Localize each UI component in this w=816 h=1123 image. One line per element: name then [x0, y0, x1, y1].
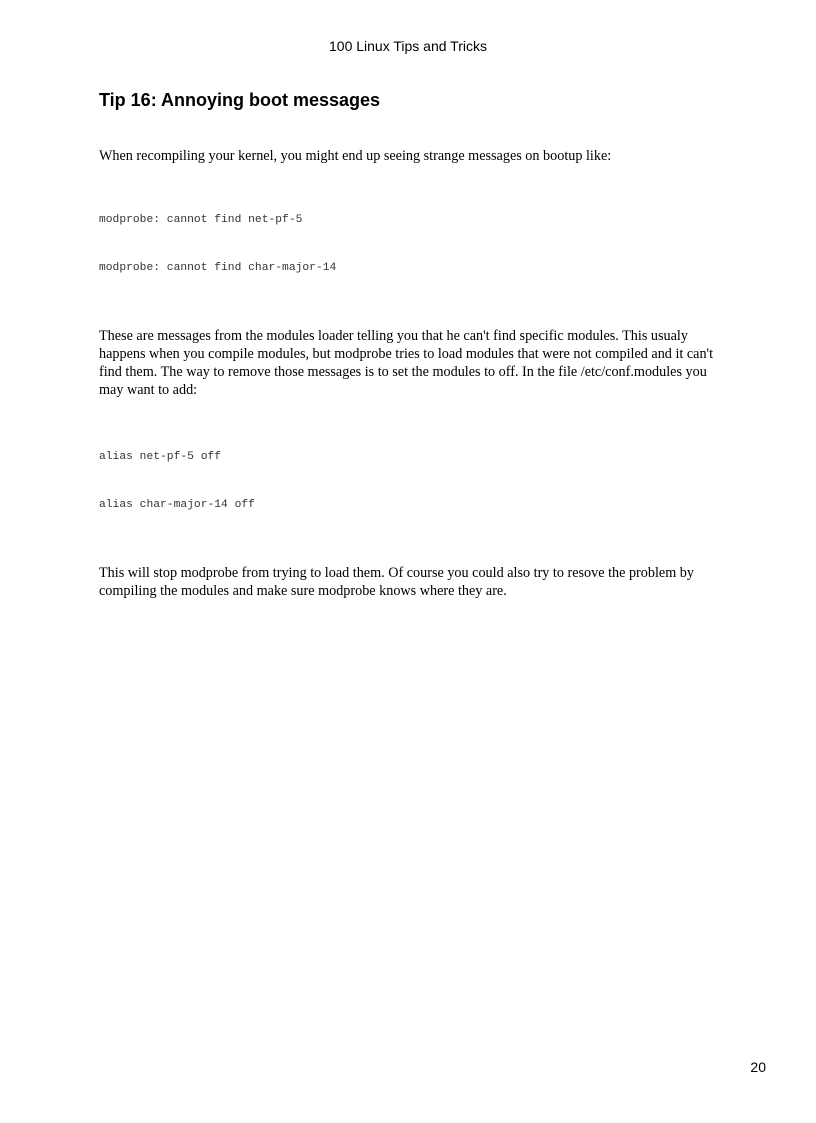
text-line: compiling the modules and make sure modprobe knows where they are. — [99, 583, 507, 599]
running-header: 100 Linux Tips and Tricks — [329, 38, 487, 54]
conclusion-paragraph — [99, 564, 759, 600]
code-line: modprobe: cannot find char-major-14 — [99, 262, 337, 274]
error-messages-code-block — [99, 180, 759, 308]
code-line: modprobe: cannot find net-pf-5 — [99, 214, 303, 226]
text-line: This will stop modprobe from trying to load them. Of course you could also try to resove the problem by — [99, 565, 694, 581]
alias-code-block — [99, 417, 759, 545]
intro-paragraph: When recompiling your kernel, you might end up seeing strange messages on bootup like: — [99, 148, 612, 164]
page-content — [99, 88, 759, 600]
code-line: alias net-pf-5 off — [99, 451, 222, 463]
text-line: happens when you compile modules, but modprobe tries to load modules that were not compiled and it can't — [99, 346, 714, 362]
text-line: may want to add: — [99, 382, 198, 398]
text-line: find them. The way to remove those messages is to set the modules to off. In the file /etc/conf.modules you — [99, 364, 707, 380]
page-number: 20 — [750, 1059, 766, 1075]
explanation-paragraph — [99, 327, 759, 399]
text-line: These are messages from the modules loader telling you that he can't find specific modules. This usualy — [99, 328, 688, 344]
code-line: alias char-major-14 off — [99, 499, 255, 511]
tip-title: Tip 16: Annoying boot messages — [99, 90, 381, 110]
